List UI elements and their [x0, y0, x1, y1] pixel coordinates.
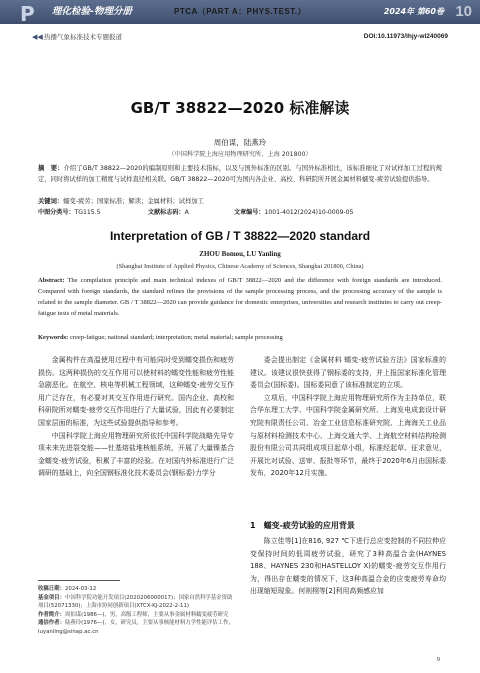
clc-label: 中图分类号：: [38, 209, 75, 216]
clc-field: [38, 208, 100, 218]
column-subheader: [32, 32, 448, 42]
authors-cn: 周伯谋，陆燕玲: [213, 138, 267, 147]
clc-value: TG115.5: [74, 209, 101, 216]
abstract-label-en: Abstract:: [38, 277, 65, 284]
year-volume: 2024年 第60卷: [383, 7, 444, 16]
footnote-divider: [38, 580, 120, 581]
journal-logo: P: [20, 2, 35, 26]
keywords-en: [38, 333, 442, 343]
doc-code-label: 文献标志码：: [148, 209, 185, 216]
doc-code-value: A: [184, 209, 189, 216]
article-title-en: Interpretation of GB / T 38822—2020 standard: [109, 229, 371, 243]
abstract-en: [38, 275, 442, 319]
abstract-label-cn: 摘 要：: [38, 165, 64, 172]
body-paragraph: 中国科学院上海应用物理研究所依托中国科学院战略先导专项未来先进裂变能——钍基熔盐堆核能系统，开展了大量镍基合金蠕变-疲劳试验，积累了丰富的经验。在对国内外标准进行广泛调研的基础上，向全国钢标准化技术委员会(钢标委)力学分: [38, 431, 234, 478]
doc-code-field: [148, 208, 189, 218]
article-no-label: 文章编号：: [234, 209, 265, 216]
doi-text: DOI:10.11973/lhjy-wl240069: [363, 33, 448, 40]
keywords-text-cn: 蠕变-疲劳；国家标准；解读；金属材料；试样加工: [63, 198, 204, 205]
page-number: 9: [436, 656, 440, 663]
body-paragraph: 立项后，中国科学院上海应用物理研究所作为主持单位，联合华东理工大学、中国科学院金属研究所、上海发电成套设计研究院有限责任公司、冶金工业信息标准研究院、上海海关工业品与原材料检测技术中心、上海交通大学、上海航空材料结构检测股份有限公司共同组成项目起草小组，标准经起草、征求意见，开展比对试验、送审、报批等环节，最终于2020年6月由国标委发布，2020年12月实施。: [250, 393, 446, 478]
footnote-corresponding: 通信作者：陆燕玲(1976—)，女，研究员，主要从事核能材料力学性能评估工作，luyanling@sinap.ac.cn: [38, 620, 234, 635]
body-column-right-continued: [250, 535, 446, 598]
body-column-right: [250, 354, 446, 480]
article-no-value: 1001-4012(2024)10-0009-05: [264, 209, 354, 216]
journal-ptca: PTCA（PART A：PHYS.TEST.）: [174, 7, 306, 16]
article-title-cn: GB/T 38822—2020 标准解读: [130, 99, 350, 117]
keywords-text-en: creep-fatigue; national standard; interpretation; metal material; sample processing: [69, 334, 283, 341]
abstract-text-cn: 介绍了GB/T 38822—2020的编制原则和主要技术指标，以及与国外标准的区别。与国外标准相比，该标准细化了对试样加工过程的规定，同时将试样的加工精度与试样直径相关联。GB/T 38822—2020可为国内各企业、高校、科研院所开展金属材料蠕变-疲劳试验提供指导。: [38, 165, 442, 183]
footnote-fund: 基金项目：中国科学院功能开发项目(2020206000017)；国家自然科学基金资助项目(52071330)；上海市协同创新项目(XTCX-KJ-2022-2-11): [38, 594, 233, 610]
issue-number: 10: [455, 3, 472, 20]
column-name: 热播气象标准技术专题报道: [44, 33, 122, 41]
authors-en: ZHOU Bomou, LU Yanling: [199, 250, 281, 258]
journal-header-bar: [0, 0, 480, 24]
affiliation-en: (Shanghai Institute of Applied Physics, Chinese Academy of Sciences, Shanghai 201800, China): [116, 263, 364, 270]
body-paragraph: 陈立佳等[1]在816, 927 ℃下进行总应变控制的不同拉伸应变保持时间的低周疲劳试验，研究了3种高温合金(HAYNES 188、HAYNES 230和HASTELLOY X)的蠕变-疲劳交互作用行为，得出存在蠕变的情况下，这3种高温合金的应变疲劳寿命均出现缩短现象。何则栩等[2]利用高频感应加: [250, 537, 446, 596]
footnote-received: 收稿日期：2024-03-12: [38, 586, 97, 592]
double-arrow-icon: ◀◀: [32, 33, 43, 41]
section-heading: 1 蠕变-疲劳试验的应用背景: [250, 521, 355, 530]
affiliation-cn: （中国科学院上海应用物理研究所，上海 201800）: [168, 151, 312, 158]
footnote-author: 作者简介：周伯谋(1986—)，男，高级工程师，主要从事金属材料蠕变疲劳研究: [38, 611, 229, 618]
keywords-label-en: Keywords:: [38, 334, 69, 341]
keywords-label-cn: 关键词：: [38, 198, 64, 205]
body-paragraph: 金属构件在高温使用过程中有可能同时受到蠕变损伤和疲劳损伤。这两种损伤的交互作用可以使材料的蠕变性能和疲劳性能急剧恶化。在航空、核电等机械工程领域，这种蠕变-疲劳交互作用广泛存在，有必要对其交互作用进行研究。国内企业、高校和科研院所对蠕变-疲劳交互作用进行了大量试验，因此有必要制定国家层面的标准，为这些试验提供指导和参考。: [38, 356, 234, 427]
abstract-text-en: The compilation principle and main technical indexes of GB/T 38822—2020 and the difference with foreign standards are introduced. Compared with foreign standards, the standard refines the provisions of the sample processing process, and the processing accuracy of the sample is related to the sample diameter. GB / T 38822—2020 can provide guidance for domestic enterprises, universities and research institutes to carry out creep-fatigue tests of metal materials.: [38, 277, 442, 317]
body-column-left: [38, 354, 234, 480]
keywords-cn: [38, 197, 442, 207]
body-paragraph: 委会提出制定《金属材料 蠕变-疲劳试验方法》国家标准的建议。该建议很快获得了钢标委的支持，并上报国家标准化管理委员会(国标委)。国标委同意了该标准制定的立项。: [250, 356, 446, 390]
footnotes: [38, 585, 234, 637]
article-no-field: [234, 208, 353, 218]
abstract-cn: [38, 163, 442, 185]
journal-name: 理化检验-物理分册: [52, 6, 132, 17]
